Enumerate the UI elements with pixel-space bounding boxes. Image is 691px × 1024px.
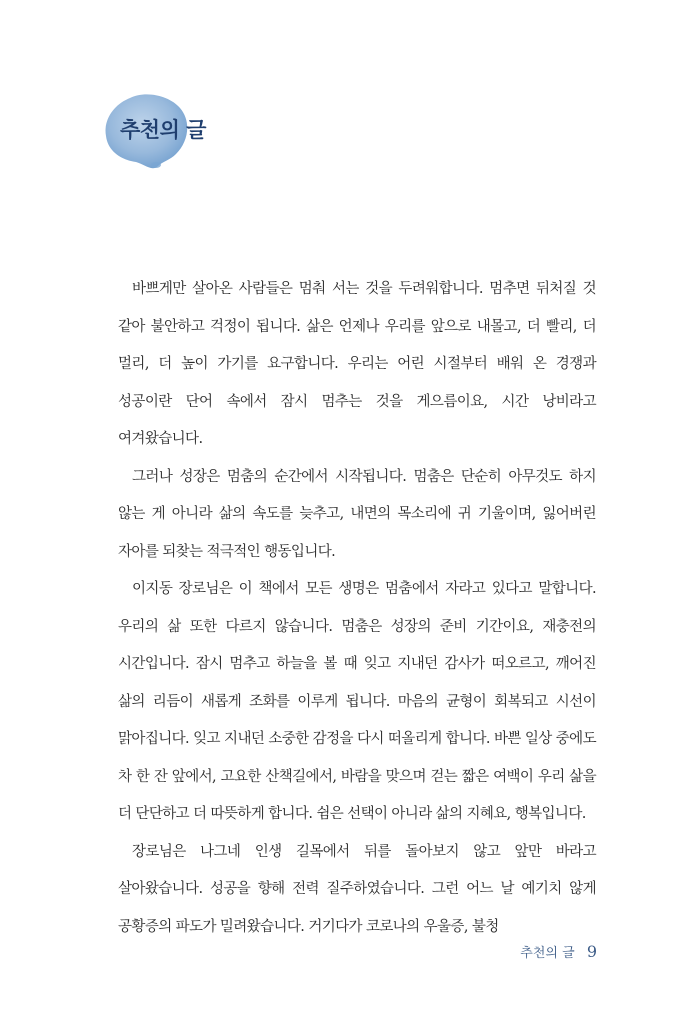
body-text <box>118 271 596 946</box>
section-header <box>100 92 270 172</box>
section-title: 추천의 글 <box>120 118 206 142</box>
paragraph-1: 바쁘게만 살아온 사람들은 멈춰 서는 것을 두려워합니다. 멈추면 뒤처질 것 같아 불안하고 걱정이 됩니다. 삶은 언제나 우리를 앞으로 내몰고, 더 빨리, 더 멀리, 더 높이 가기를 요구합니다. 우리는 어린 시절부터 배워 온 경쟁과 성공이란 단어 속에서 잠시 멈추는 것을 게으름이요, 시간 낭비라고 여겨왔습니다. <box>118 281 596 447</box>
page-footer <box>520 942 597 961</box>
page-number: 9 <box>586 942 597 961</box>
paragraph-3: 이지동 장로님은 이 책에서 모든 생명은 멈춤에서 자라고 있다고 말합니다. 우리의 삶 또한 다르지 않습니다. 멈춤은 성장의 준비 기간이요, 재충전의 시간입니다. 잠시 멈추고 하늘을 볼 때 잊고 지내던 감사가 떠오르고, 깨어진 삶의 리듬이 새롭게 조화를 이루게 됩니다. 마음의 균형이 회복되고 시선이 맑아집니다. 잊고 지내던 소중한 감정을 다시 떠올리게 합니다. 바쁜 일상 중에도 차 한 잔 앞에서, 고요한 산책길에서, 바람을 맞으며 걷는 짧은 여백이 우리 삶을 더 단단하고 더 따뜻하게 합니다. 쉼은 선택이 아니라 삶의 지혜요, 행복입니다. <box>118 581 596 822</box>
paragraph-2: 그러나 성장은 멈춤의 순간에서 시작됩니다. 멈춤은 단순히 아무것도 하지 않는 게 아니라 삶의 속도를 늦추고, 내면의 목소리에 귀 기울이며, 잃어버린 자아를 되찾는 적극적인 행동입니다. <box>118 468 596 560</box>
paragraph-4: 장로님은 나그네 인생 길목에서 뒤를 돌아보지 않고 앞만 바라고 살아왔습니다. 성공을 향해 전력 질주하였습니다. 그런 어느 날 예기치 않게 공황증의 파도가 밀려왔습니다. 거기다가 코로나의 우울증, 불청 <box>118 843 596 935</box>
footer-section-title: 추천의 글 <box>520 946 575 961</box>
